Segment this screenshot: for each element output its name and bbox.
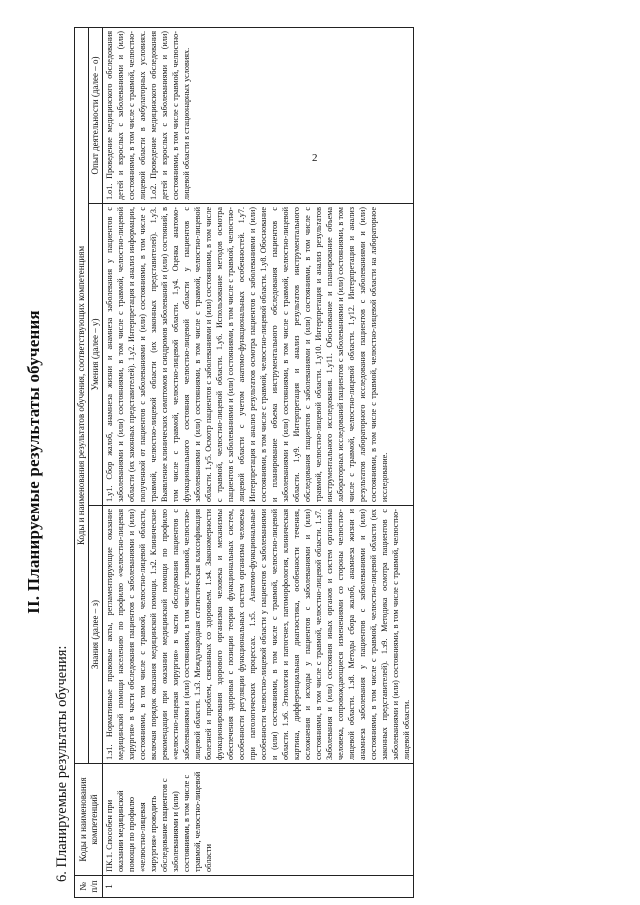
header-group: Коды и наименования результатов обучения, соответствующих компетенциям bbox=[75, 28, 89, 764]
section-heading: II. Планируемые результаты обучения bbox=[24, 310, 43, 614]
row-number: 1 bbox=[103, 876, 414, 898]
section-subheading: 6. Планируемые результаты обучения: bbox=[54, 645, 70, 882]
header-knowledge: Знания (далее – з) bbox=[89, 506, 103, 764]
header-codes: Коды и наименования компетенций bbox=[75, 764, 103, 876]
rotated-page-content bbox=[24, 22, 616, 902]
learning-outcomes-table bbox=[74, 27, 414, 898]
experience-cell: 1.о1. Проведение медицинского обследования детей и взрослых с заболеваниями и (или) состояниями, в том числе с травмой, челюстно-лицевой области в амбулаторных условиях. 1.о2. Проведение медицинского обследования детей и взрослых с заболеваниями и (или) состояниями, в том числе с травмой, челюстно-лицевой области в стационарных условиях. bbox=[103, 28, 414, 204]
header-skills: Умения (далее – у) bbox=[89, 204, 103, 506]
table-row bbox=[103, 28, 414, 898]
skills-cell: 1.у1. Сбор жалоб, анамнеза жизни и анамнеза заболевания у пациентов с заболеваниями и (или) состояниями, в том числе с травмой, челюстно-лицевой области (их законных представителей). 1.у2. Интерпретация и анализ информации, полученной от пациентов с заболеваниями и (или) состояниями, в том числе с травмой, челюстно-лицевой области (их законных представителей). 1.у3. Выявление клинических симптомов и синдромов заболеваний и (или) состояний, в том числе с травмой, челюстно-лицевой области. 1.у4. Оценка анатомо-функционального состояния челюстно-лицевой области у пациентов с заболеваниями и (или) состояниями, в том числе с травмой, челюстно-лицевой области. 1.у5. Осмотр пациентов с заболеваниями и (или) состояниями, в том числе с травмой, челюстно-лицевой области. 1.у6. Использование методов осмотра пациентов с заболеваниями и (или) состояниями, в том числе с травмой, челюстно-лицевой области с учетом анатомо-функциональных особенностей. 1.у7. Интерпретация и анализ результатов осмотра пациентов с заболеваниями и (или) состояниями, в том числе с травмой, челюстно-лицевой области. 1.у8. Обоснование и планирование объема инструментального обследования пациентов с заболеваниями и (или) состояниями, в том числе с травмой, челюстно-лицевой области. 1.у9. Интерпретация и анализ результатов инструментального обследования пациентов с заболеваниями и (или) состояниями, в том числе с травмой, челюстно-лицевой области. 1.у10. Интерпретация и анализ результатов инструментального исследования. 1.у11. Обоснование и планирование объема лабораторных исследований пациентов с заболеваниями и (или) состояниями, в том числе с травмой, челюстно-лицевой области. 1.у12. Интерпретация и анализ результатов лабораторного исследования пациентов с заболеваниями и (или) состояниями, в том числе с травмой, челюстно-лицевой области на лабораторное исследование. bbox=[103, 204, 414, 506]
knowledge-cell: 1.з1. Нормативные правовые акты, регламентирующие оказание медицинской помощи населению по профилю «челюстно-лицевая хирургия» в части обследования пациентов с заболеваниями и (или) состояниями, в том числе с травмой, челюстно-лицевой области, включая порядок оказания медицинской помощи. 1.з2. Клинические рекомендации при оказании медицинской помощи по профилю «челюстно-лицевая хирургия» в части обследования пациентов с заболеваниями и (или) состояниями, в том числе с травмой, челюстно-лицевой области. 1.з3. Международная статистическая классификация болезней и проблем, связанных со здоровьем. 1.з4. Закономерности функционирования здорового организма человека и механизмы обеспечения здоровья с позиции теории функциональных систем, особенности регуляции функциональных систем организма человека при патологических процессах. 1.з5. Анатомо-функциональные особенности челюстно-лицевой области у пациентов с заболеваниями и (или) состояниями, в том числе с травмой, челюстно-лицевой области. 1.з6. Этиология и патогенез, патоморфология, клиническая картина, дифференциальная диагностика, особенности течения, осложнения и исходы у пациентов с заболеваниями и (или) состояниями, в том числе с травмой, челюстно-лицевой области. 1.з7. Заболевания и (или) состояния иных органов и систем организма человека, сопровождающиеся изменениями со стороны челюстно-лицевой области. 1.з8. Методы сбора жалоб, анамнеза жизни и анамнеза заболевания у пациентов с заболеваниями и (или) состояниями, в том числе с травмой, челюстно-лицевой области (их законных представителей). 1.з9. Методика осмотра пациентов с заболеваниями и (или) состояниями, в том числе с травмой, челюстно-лицевой области. bbox=[103, 506, 414, 764]
header-num: № п/п bbox=[75, 876, 103, 898]
page-number: 2 bbox=[312, 152, 318, 164]
header-experience: Опыт деятельности (далее – о) bbox=[89, 28, 103, 204]
competency-cell: ПК.1. Способен при оказании медицинской помощи по профилю «челюстно-лицевая хирургия» проводить обследование пациентов с заболеваниями и (или) состояниями, в том числе с травмой, челюстно-лицевой области bbox=[103, 764, 414, 876]
